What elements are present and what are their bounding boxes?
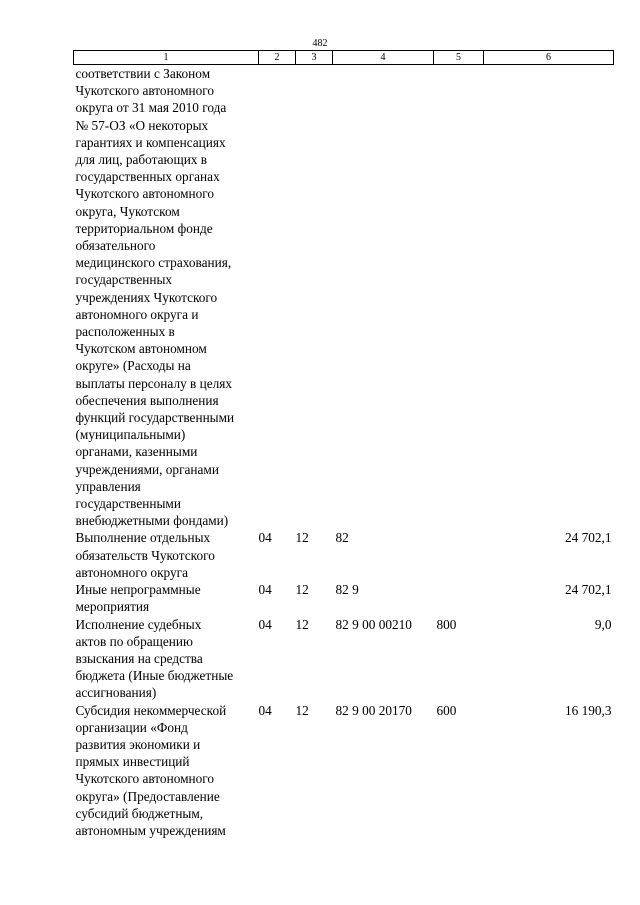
table-row [74, 616, 614, 702]
row-target-item: 82 9 00 00210 [335, 616, 412, 632]
row-amount: 24 702,1 [564, 582, 612, 598]
page-number: 482 [312, 38, 328, 49]
budget-table [73, 50, 614, 839]
row-expense-type [434, 529, 484, 581]
row-description: соответствии с Законом Чукотского автономного округа от 31 мая 2010 года № 57-ОЗ «О некоторых гарантиях и компенсациях для лиц, работающих в государственных органах Чукотского автономного округа, Чукотском территориальном фонде обязательного медицинского страхования, государственных учреждениях Чукотского автономного округа и расположенных в Чукотском автономном округе» (Расходы на выплаты персоналу в целях обеспечения выполнения функций государственными (муниципальными) органами, казенными учреждениями, органами управления государственными внебюджетными фондами) [75, 66, 235, 529]
table-row [74, 65, 614, 530]
table-row [74, 529, 614, 581]
row-expense-type: 800 [436, 616, 457, 632]
row-description: Субсидия некоммерческой организации «Фонд развития экономики и прямых инвестиций Чукотского автономного округа» (Предоставление субсидий бюджетным, автономным учреждениям [75, 702, 227, 838]
table-body [74, 65, 614, 840]
header-col-6: 6 [484, 51, 614, 65]
header-col-3: 3 [296, 51, 333, 65]
header-col-4: 4 [333, 51, 434, 65]
row-target-item: 82 [335, 530, 349, 546]
header-col-5: 5 [434, 51, 484, 65]
header-col-2: 2 [259, 51, 296, 65]
row-description: Выполнение отдельных обязательств Чукотского автономного округа [75, 530, 215, 580]
header-row [74, 51, 614, 65]
row-subsection: 12 [295, 702, 309, 718]
row-amount: 24 702,1 [564, 530, 612, 546]
row-subsection: 12 [295, 582, 309, 598]
row-target-item [333, 65, 434, 530]
row-section: 04 [258, 616, 272, 632]
row-amount: 9,0 [594, 616, 612, 632]
row-subsection: 12 [295, 616, 309, 632]
row-section: 04 [258, 530, 272, 546]
table-row [74, 581, 614, 615]
table-header [74, 51, 614, 65]
row-description: Исполнение судебных актов по обращению взыскания на средства бюджета (Иные бюджетные ассигнования) [75, 616, 234, 701]
row-amount [484, 65, 614, 530]
row-target-item: 82 9 00 20170 [335, 702, 412, 718]
row-amount: 16 190,3 [564, 702, 612, 718]
header-col-1: 1 [74, 51, 259, 65]
table-row [74, 702, 614, 840]
row-expense-type [434, 581, 484, 615]
row-target-item: 82 9 [335, 582, 359, 598]
row-expense-type: 600 [436, 702, 457, 718]
row-section [259, 65, 296, 530]
row-section: 04 [258, 582, 272, 598]
row-subsection [296, 65, 333, 530]
row-description: Иные непрограммные мероприятия [75, 582, 201, 615]
row-expense-type [434, 65, 484, 530]
row-section: 04 [258, 702, 272, 718]
row-subsection: 12 [295, 530, 309, 546]
